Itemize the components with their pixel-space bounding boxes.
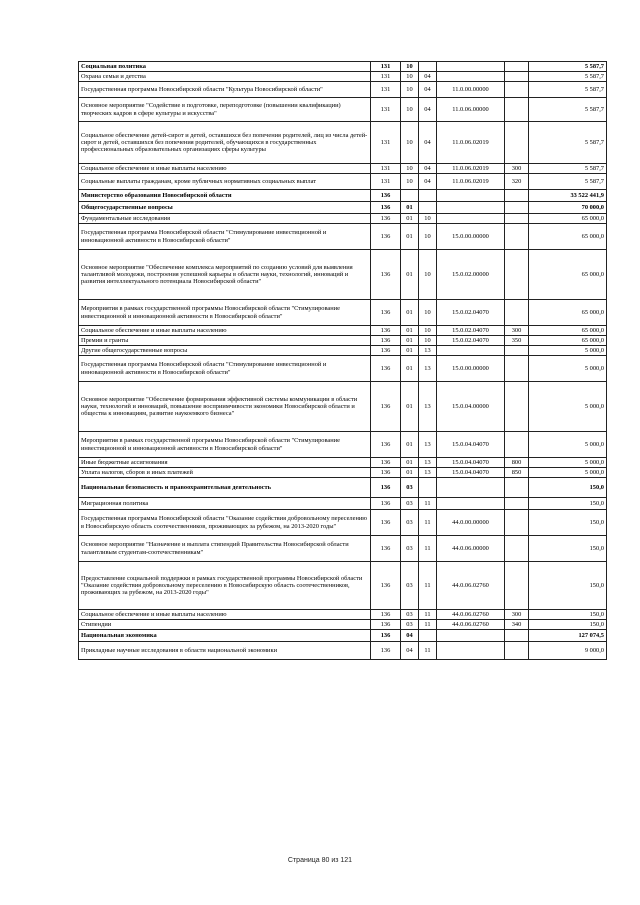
cell-vd: 136 [371,202,401,214]
cell-csr: 15.0.04.04070 [437,458,505,468]
cell-vd: 136 [371,478,401,498]
cell-pr: 11 [419,498,437,510]
cell-vd: 136 [371,336,401,346]
cell-vr [505,630,529,642]
cell-csr: 11.0.06.02019 [437,174,505,190]
cell-sum: 5 587,7 [529,122,607,164]
cell-rz: 03 [401,510,419,536]
cell-rz: 01 [401,356,419,382]
cell-pr: 10 [419,250,437,300]
table-row [79,62,607,72]
cell-sum: 150,0 [529,620,607,630]
cell-vd: 131 [371,62,401,72]
cell-name: Основное мероприятие "Содействие в подготовке, переподготовке (повышении квалификации) творческих кадров в сфере культуры и искусства" [79,98,371,122]
cell-name: Государственная программа Новосибирской области "Культура Новосибирской области" [79,82,371,98]
cell-name: Охрана семьи и детства [79,72,371,82]
cell-vr: 340 [505,620,529,630]
cell-vr [505,214,529,224]
cell-csr: 15.0.04.00000 [437,382,505,432]
cell-pr: 13 [419,468,437,478]
table-row [79,468,607,478]
table-row [79,458,607,468]
table-row [79,620,607,630]
cell-name: Премии и гранты [79,336,371,346]
cell-sum: 150,0 [529,498,607,510]
cell-sum: 150,0 [529,478,607,498]
cell-pr: 04 [419,122,437,164]
cell-rz: 03 [401,498,419,510]
cell-rz: 10 [401,62,419,72]
cell-rz: 04 [401,630,419,642]
cell-pr: 10 [419,326,437,336]
cell-pr: 11 [419,510,437,536]
cell-vd: 136 [371,326,401,336]
cell-vd: 136 [371,468,401,478]
cell-csr: 15.0.04.04070 [437,468,505,478]
cell-vr: 300 [505,610,529,620]
cell-sum: 9 000,0 [529,642,607,660]
cell-rz: 01 [401,458,419,468]
cell-vr [505,510,529,536]
table-row [79,478,607,498]
cell-vd: 136 [371,214,401,224]
cell-sum: 65 000,0 [529,250,607,300]
cell-sum: 5 587,7 [529,82,607,98]
cell-vd: 136 [371,250,401,300]
cell-pr: 13 [419,432,437,458]
cell-vd: 136 [371,510,401,536]
cell-name: Социальное обеспечение и иные выплаты населению [79,610,371,620]
table-row [79,214,607,224]
cell-pr: 10 [419,214,437,224]
cell-vd: 131 [371,122,401,164]
cell-vd: 136 [371,458,401,468]
cell-name: Основное мероприятие "Обеспечение формирования эффективной системы коммуникации в области науки, технологий и инноваций, повышение восприимчивости экономики Новосибирской области и общества к инновациям, развитие наукоемкого бизнеса" [79,382,371,432]
cell-csr: 15.0.02.04070 [437,326,505,336]
cell-pr: 11 [419,642,437,660]
cell-csr: 15.0.02.04070 [437,336,505,346]
cell-pr: 13 [419,356,437,382]
cell-name: Основное мероприятие "Назначение и выплата стипендий Правительства Новосибирской области талантливым студентам-соотечественникам" [79,536,371,562]
table-row [79,356,607,382]
cell-sum: 5 587,7 [529,98,607,122]
cell-name: Фундаментальные исследования [79,214,371,224]
cell-rz: 10 [401,98,419,122]
cell-csr: 11.0.06.02019 [437,164,505,174]
cell-vr [505,202,529,214]
cell-csr: 15.0.04.04070 [437,432,505,458]
cell-name: Миграционная политика [79,498,371,510]
table-row [79,82,607,98]
cell-csr: 11.0.06.02019 [437,122,505,164]
cell-vd: 136 [371,432,401,458]
cell-csr [437,202,505,214]
cell-name: Социальное обеспечение и иные выплаты населению [79,326,371,336]
cell-pr: 11 [419,610,437,620]
cell-sum: 5 000,0 [529,382,607,432]
cell-csr [437,214,505,224]
cell-rz: 01 [401,468,419,478]
cell-pr [419,478,437,498]
cell-sum: 33 522 441,9 [529,190,607,202]
cell-vr [505,432,529,458]
cell-vr [505,478,529,498]
table-row [79,224,607,250]
cell-rz: 01 [401,300,419,326]
cell-pr: 11 [419,620,437,630]
cell-vd: 136 [371,190,401,202]
cell-pr: 13 [419,346,437,356]
cell-rz: 01 [401,224,419,250]
cell-sum: 5 587,7 [529,174,607,190]
cell-vr [505,346,529,356]
cell-rz: 01 [401,250,419,300]
cell-sum: 70 000,0 [529,202,607,214]
cell-pr: 10 [419,300,437,326]
cell-vd: 136 [371,498,401,510]
cell-name: Социальные выплаты гражданам, кроме публичных нормативных социальных выплат [79,174,371,190]
cell-sum: 65 000,0 [529,300,607,326]
cell-csr [437,72,505,82]
cell-vr [505,72,529,82]
cell-pr: 13 [419,458,437,468]
cell-name: Иные бюджетные ассигнования [79,458,371,468]
cell-rz: 01 [401,336,419,346]
cell-name: Мероприятия в рамках государственной программы Новосибирской области "Стимулирование инвестиционной и инновационной активности в Новосибирской области" [79,432,371,458]
cell-vd: 131 [371,72,401,82]
cell-rz: 01 [401,346,419,356]
cell-vd: 136 [371,610,401,620]
cell-name: Национальная безопасность и правоохранительная деятельность [79,478,371,498]
cell-rz: 10 [401,174,419,190]
table-row [79,536,607,562]
cell-vr [505,224,529,250]
cell-vr [505,62,529,72]
cell-name: Социальное обеспечение и иные выплаты населению [79,164,371,174]
cell-name: Основное мероприятие "Обеспечение комплекса мероприятий по созданию условий для выявления талантливой молодежи, построения успешной карьеры в области науки, технологий, инноваций и развития интеллектуального потенциала Новосибирской области" [79,250,371,300]
table-row [79,300,607,326]
cell-rz: 10 [401,82,419,98]
cell-csr: 15.0.02.00000 [437,250,505,300]
cell-vr [505,562,529,610]
cell-name: Стипендии [79,620,371,630]
cell-rz: 01 [401,382,419,432]
cell-rz: 10 [401,122,419,164]
cell-vd: 131 [371,82,401,98]
cell-pr: 10 [419,336,437,346]
cell-pr: 04 [419,164,437,174]
cell-vr: 300 [505,326,529,336]
table-row [79,174,607,190]
cell-csr: 11.0.06.00000 [437,98,505,122]
table-row [79,98,607,122]
cell-vd: 136 [371,620,401,630]
cell-vd: 136 [371,562,401,610]
cell-vd: 136 [371,224,401,250]
cell-name: Другие общегосударственные вопросы [79,346,371,356]
table-row [79,432,607,458]
table-row [79,498,607,510]
cell-pr [419,202,437,214]
cell-vr: 850 [505,468,529,478]
cell-rz: 03 [401,620,419,630]
cell-csr: 44.0.06.02760 [437,562,505,610]
cell-name: Социальное обеспечение детей-сирот и детей, оставшихся без попечения родителей, лиц из числа детей-сирот и детей, оставшихся без попечения родителей, обучающихся в государственных профессиональных образовательных организациях сферы культуры [79,122,371,164]
cell-vr [505,382,529,432]
table-row [79,202,607,214]
cell-vr [505,190,529,202]
cell-vr [505,356,529,382]
cell-vr: 350 [505,336,529,346]
cell-pr: 04 [419,72,437,82]
cell-rz: 01 [401,214,419,224]
cell-sum: 5 000,0 [529,432,607,458]
cell-sum: 5 000,0 [529,458,607,468]
cell-rz: 01 [401,432,419,458]
cell-vd: 136 [371,536,401,562]
table-row [79,642,607,660]
cell-pr: 10 [419,224,437,250]
cell-sum: 65 000,0 [529,214,607,224]
cell-rz: 03 [401,536,419,562]
cell-csr: 44.0.06.00000 [437,536,505,562]
cell-pr: 13 [419,382,437,432]
cell-vd: 131 [371,98,401,122]
cell-sum: 5 000,0 [529,468,607,478]
table-row [79,164,607,174]
cell-sum: 65 000,0 [529,224,607,250]
cell-vr [505,498,529,510]
cell-csr: 15.0.00.00000 [437,224,505,250]
cell-pr: 11 [419,536,437,562]
table-row [79,336,607,346]
cell-name: Министерство образования Новосибирской области [79,190,371,202]
cell-vd: 136 [371,356,401,382]
cell-vr [505,300,529,326]
table-row [79,72,607,82]
cell-pr: 11 [419,562,437,610]
cell-name: Государственная программа Новосибирской области "Стимулирование инвестиционной и инновационной активности в Новосибирской области" [79,224,371,250]
cell-vd: 136 [371,300,401,326]
cell-csr [437,478,505,498]
table-row [79,190,607,202]
cell-vd: 131 [371,174,401,190]
cell-csr [437,630,505,642]
cell-name: Общегосударственные вопросы [79,202,371,214]
cell-sum: 150,0 [529,536,607,562]
cell-sum: 5 587,7 [529,62,607,72]
cell-vd: 136 [371,630,401,642]
cell-vd: 131 [371,164,401,174]
cell-sum: 65 000,0 [529,336,607,346]
cell-vd: 136 [371,346,401,356]
table-row [79,250,607,300]
cell-vr [505,536,529,562]
table-row [79,562,607,610]
cell-rz: 03 [401,562,419,610]
cell-sum: 150,0 [529,562,607,610]
cell-pr [419,190,437,202]
cell-csr [437,642,505,660]
cell-csr: 44.0.06.02760 [437,610,505,620]
cell-vr [505,82,529,98]
table-row [79,630,607,642]
table-row [79,510,607,536]
cell-name: Предоставление социальной поддержки в рамках государственной программы Новосибирской области "Оказание содействия добровольному переселению в Новосибирскую область соотечественников, проживающих за рубежом, на 2013-2020 годы" [79,562,371,610]
cell-csr: 11.0.00.00000 [437,82,505,98]
cell-vr: 320 [505,174,529,190]
cell-pr [419,630,437,642]
cell-name: Национальная экономика [79,630,371,642]
cell-sum: 5 000,0 [529,356,607,382]
table-row [79,610,607,620]
cell-sum: 150,0 [529,510,607,536]
cell-name: Уплата налогов, сборов и иных платежей [79,468,371,478]
table-row [79,122,607,164]
cell-csr: 15.0.00.00000 [437,356,505,382]
cell-rz: 10 [401,164,419,174]
cell-rz: 01 [401,326,419,336]
cell-sum: 150,0 [529,610,607,620]
cell-sum: 5 000,0 [529,346,607,356]
table-row [79,382,607,432]
cell-name: Государственная программа Новосибирской области "Оказание содействия добровольному переселению в Новосибирскую область соотечественников, проживающих за рубежом, на 2013-2020 годы" [79,510,371,536]
budget-table-body [79,62,607,660]
cell-sum: 5 587,7 [529,72,607,82]
cell-csr [437,190,505,202]
cell-csr [437,498,505,510]
cell-sum: 5 587,7 [529,164,607,174]
cell-rz: 01 [401,202,419,214]
cell-sum: 127 074,5 [529,630,607,642]
cell-sum: 65 000,0 [529,326,607,336]
cell-csr [437,346,505,356]
cell-vd: 136 [371,382,401,432]
cell-rz [401,190,419,202]
cell-vr [505,642,529,660]
cell-name: Прикладные научные исследования в области национальной экономики [79,642,371,660]
cell-vr [505,122,529,164]
cell-pr: 04 [419,82,437,98]
cell-rz: 03 [401,478,419,498]
cell-vr [505,98,529,122]
cell-rz: 03 [401,610,419,620]
cell-csr: 44.0.00.00000 [437,510,505,536]
table-row [79,326,607,336]
cell-csr [437,62,505,72]
cell-vr: 800 [505,458,529,468]
cell-vr [505,250,529,300]
cell-pr: 04 [419,174,437,190]
cell-csr: 15.0.02.04070 [437,300,505,326]
cell-pr: 04 [419,98,437,122]
cell-csr: 44.0.06.02760 [437,620,505,630]
cell-pr [419,62,437,72]
cell-name: Государственная программа Новосибирской области "Стимулирование инвестиционной и инновационной активности в Новосибирской области" [79,356,371,382]
cell-vr: 300 [505,164,529,174]
page-footer: Страница 80 из 121 [287,857,353,864]
table-row [79,346,607,356]
cell-rz: 04 [401,642,419,660]
budget-table [78,61,607,660]
cell-vd: 136 [371,642,401,660]
cell-rz: 10 [401,72,419,82]
cell-name: Социальная политика [79,62,371,72]
cell-name: Мероприятия в рамках государственной программы Новосибирской области "Стимулирование инвестиционной и инновационной активности в Новосибирской области" [79,300,371,326]
